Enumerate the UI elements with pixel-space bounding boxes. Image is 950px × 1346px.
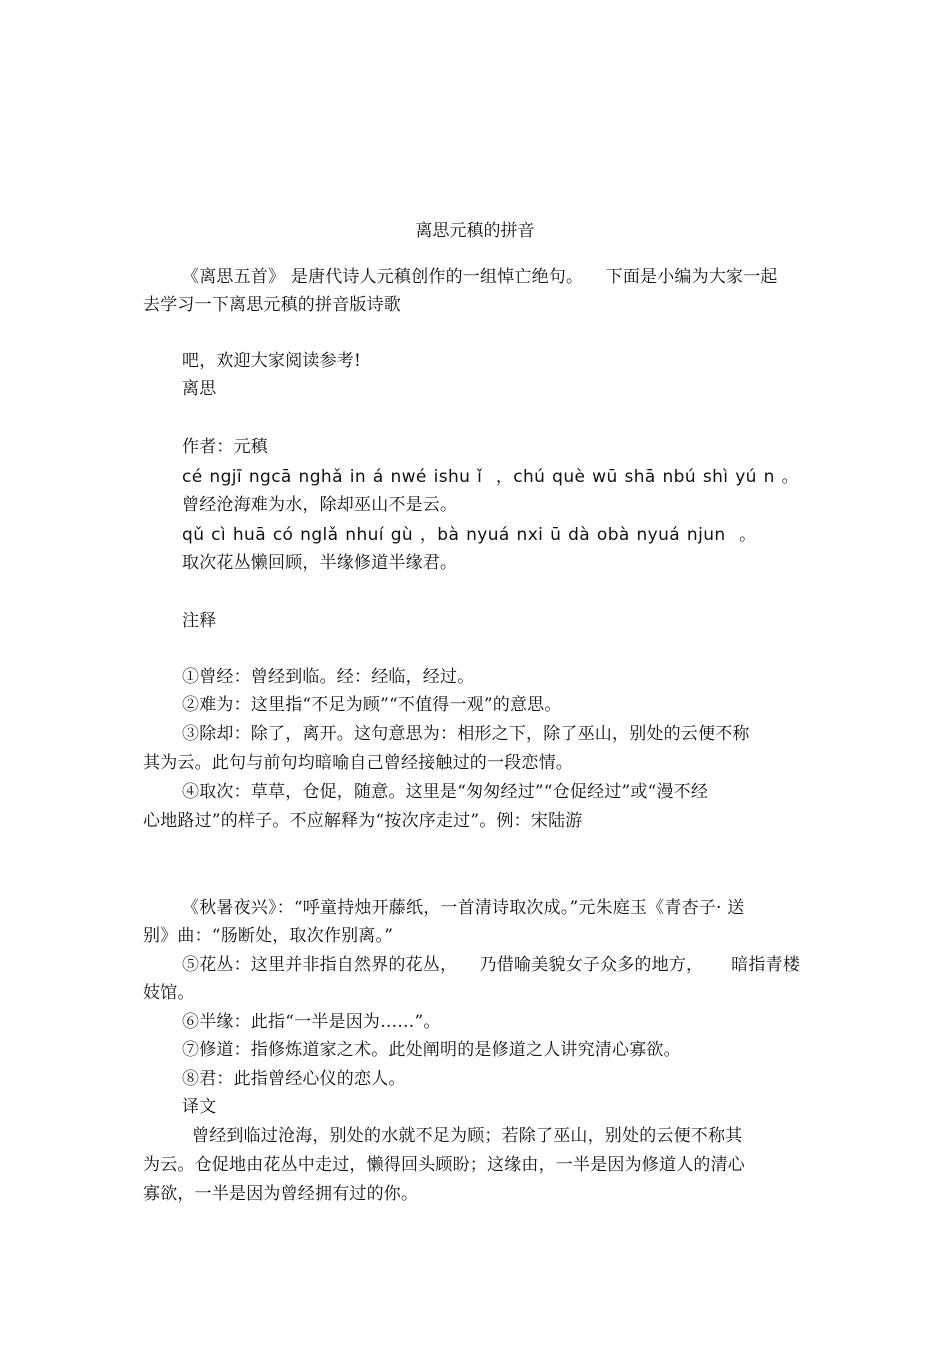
poem-text-line-1: 曾经沧海难为水，除却巫山不是云。 [182,495,458,515]
note-4-line-2: 心地路过”的样子。不应解释为“按次序走过”。例：宋陆游 [143,811,583,831]
note-4-line-4: 别》曲：“肠断处，取次作别离。” [143,926,394,946]
page-title: 离思元稹的拼音 [415,221,535,241]
intro-line-1: 《离思五首》 是唐代诗人元稹创作的一组悼亡绝句。 下面是小编为大家一起 [182,267,778,287]
poem-title: 离思 [182,379,217,399]
note-6: ⑥半缘：此指“一半是因为……”。 [182,1012,441,1032]
note-3-line-2: 其为云。此句与前句均暗喻自己曾经接触过的一段恋情。 [143,753,573,773]
notes-heading: 注释 [182,611,217,631]
note-2: ②难为：这里指“不足为顾”“不值得一观”的意思。 [182,695,562,715]
note-3-line-1: ③除却：除了，离开。这句意思为：相形之下，除了巫山，别处的云便不称 [182,724,750,744]
note-4-line-3: 《秋暑夜兴》：“呼童持烛开藤纸，一首清诗取次成。”元朱庭玉《青杏子· 送 [182,898,745,918]
poem-pinyin-line-1: cé ngjī ngcā nghǎ in á nwé ishu ǐ ，chú què wū shā nbú shì yú n 。 [182,467,800,487]
intro-line-2: 去学习一下离思元稹的拼音版诗歌 [143,295,401,315]
translation-line-1: 曾经到临过沧海，别处的水就不足为顾；若除了巫山，别处的云便不称其 [192,1126,743,1146]
poem-pinyin-line-2: qǔ cì huā có nglǎ nhuí gù ，bà nyuá nxi ū dà obà nyuá njun 。 [182,525,757,545]
note-5-line-1: ⑤花丛：这里并非指自然界的花丛， 乃借喻美貌女子众多的地方， 暗指青楼 [182,955,801,975]
poem-text-line-2: 取次花丛懒回顾，半缘修道半缘君。 [182,553,458,573]
note-1: ①曾经：曾经到临。经：经临，经过。 [182,667,475,687]
translation-line-3: 寡欲，一半是因为曾经拥有过的你。 [143,1184,419,1204]
translation-heading: 译文 [182,1097,217,1117]
translation-line-2: 为云。仓促地由花丛中走过，懒得回头顾盼；这缘由，一半是因为修道人的清心 [143,1155,745,1175]
note-5-line-2: 妓馆。 [143,983,195,1003]
note-4-line-1: ④取次：草草，仓促，随意。这里是“匆匆经过”“仓促经过”或“漫不经 [182,782,709,802]
poem-author: 作者：元稹 [182,437,268,457]
note-7: ⑦修道：指修炼道家之术。此处阐明的是修道之人讲究清心寡欲。 [182,1040,681,1060]
intro-line-3: 吧，欢迎大家阅读参考! [182,351,362,371]
note-8: ⑧君：此指曾经心仪的恋人。 [182,1069,406,1089]
